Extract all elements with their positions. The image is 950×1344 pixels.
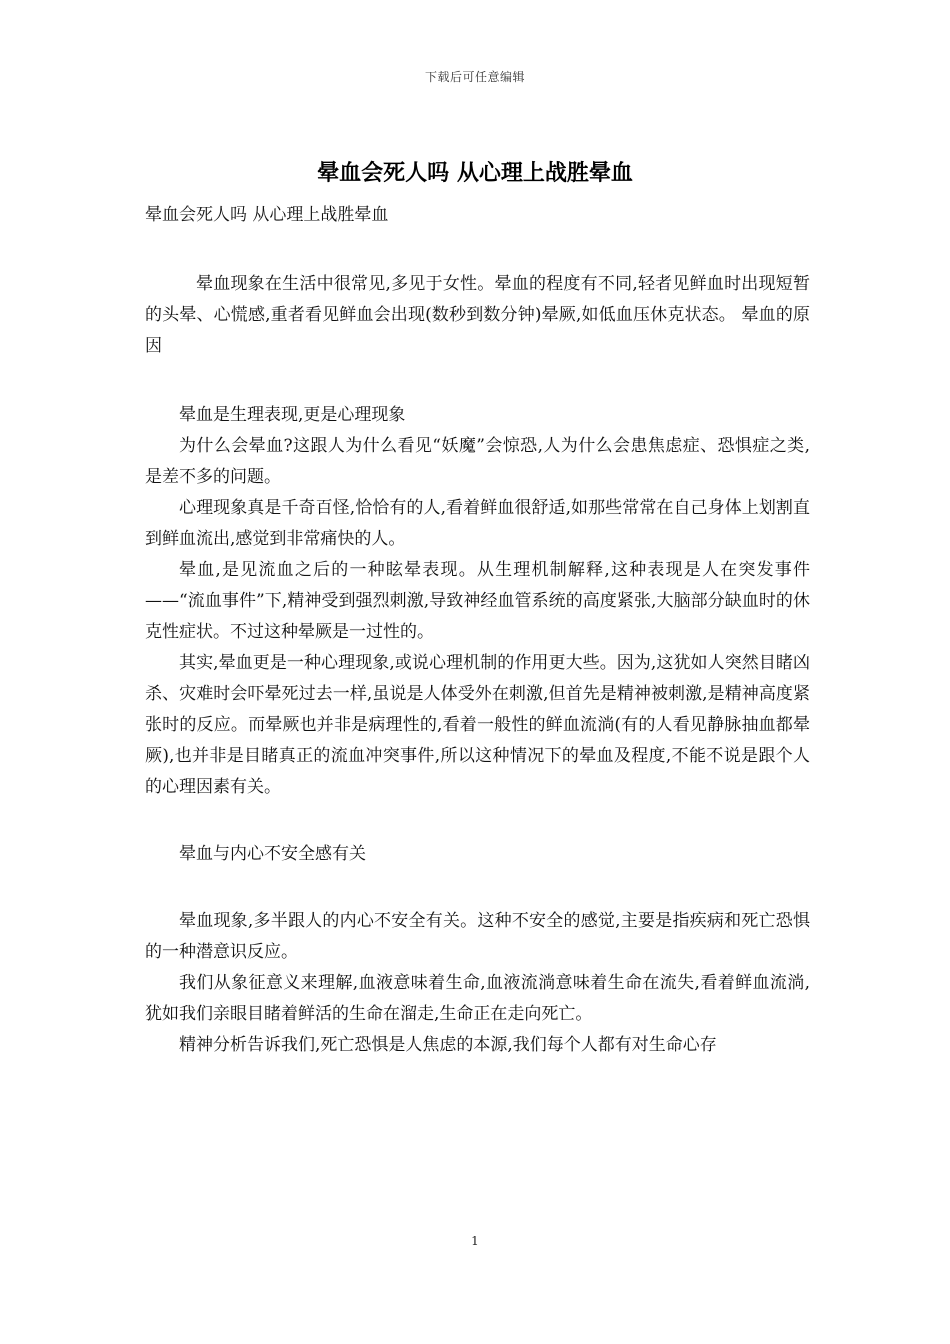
document-subtitle: 晕血会死人吗 从心理上战胜晕血 — [145, 205, 389, 225]
section-heading-insecurity: 晕血与内心不安全感有关 — [179, 844, 366, 864]
paragraph-psychology: 心理现象真是千奇百怪,恰恰有的人,看着鲜血很舒适,如那些常常在自己身体上划割直到鲜血流出,感觉到非常痛快的人。 — [145, 498, 810, 549]
paragraph-intro: 晕血现象在生活中很常见,多见于女性。晕血的程度有不同,轻者见鲜血时出现短暂的头晕、心慌感,重者看见鲜血会出现(数秒到数分钟)晕厥,如低血压休克状态。 晕血的原因 — [145, 274, 810, 356]
spacer — [145, 803, 810, 839]
paragraph-psychoanalysis: 精神分析告诉我们,死亡恐惧是人焦虑的本源,我们每个人都有对生命心存 — [179, 1035, 717, 1055]
spacer — [145, 870, 810, 906]
paragraph-insecurity: 晕血现象,多半跟人的内心不安全有关。这种不安全的感觉,主要是指疾病和死亡恐惧的一种潜意识反应。 — [145, 911, 810, 962]
spacer — [145, 231, 810, 269]
page-number: 1 — [471, 1234, 479, 1248]
section-heading-physiology: 晕血是生理表现,更是心理现象 — [179, 405, 406, 425]
paragraph-why: 为什么会晕血?这跟人为什么看见“妖魔”会惊恐,人为什么会患焦虑症、恐惧症之类,是差不多的问题。 — [145, 436, 810, 487]
paragraph-symbolism: 我们从象征意义来理解,血液意味着生命,血液流淌意味着生命在流失,看着鲜血流淌,犹如我们亲眼目睹着鲜活的生命在溜走,生命正在走向死亡。 — [145, 973, 810, 1024]
spacer — [145, 362, 810, 400]
paragraph-dizziness: 晕血,是见流血之后的一种眩晕表现。从生理机制解释,这种表现是人在突发事件——“流血事件”下,精神受到强烈刺激,导致神经血管系统的高度紧张,大脑部分缺血时的休克性症状。不过这种晕厥是一过性的。 — [145, 560, 810, 642]
paragraph-mental: 其实,晕血更是一种心理现象,或说心理机制的作用更大些。因为,这犹如人突然目睹凶杀、灾难时会吓晕死过去一样,虽说是人体受外在刺激,但首先是精神被刺激,是精神高度紧张时的反应。而晕厥也并非是病理性的,看着一般性的鲜血流淌(有的人看见静脉抽血都晕厥),也并非是目睹真正的流血冲突事件,所以这种情况下的晕血及程度,不能不说是跟个人的心理因素有关。 — [145, 653, 810, 797]
document-title: 晕血会死人吗 从心理上战胜晕血 — [317, 160, 633, 186]
document-body — [145, 200, 810, 1061]
header-note: 下载后可任意编辑 — [424, 70, 525, 84]
